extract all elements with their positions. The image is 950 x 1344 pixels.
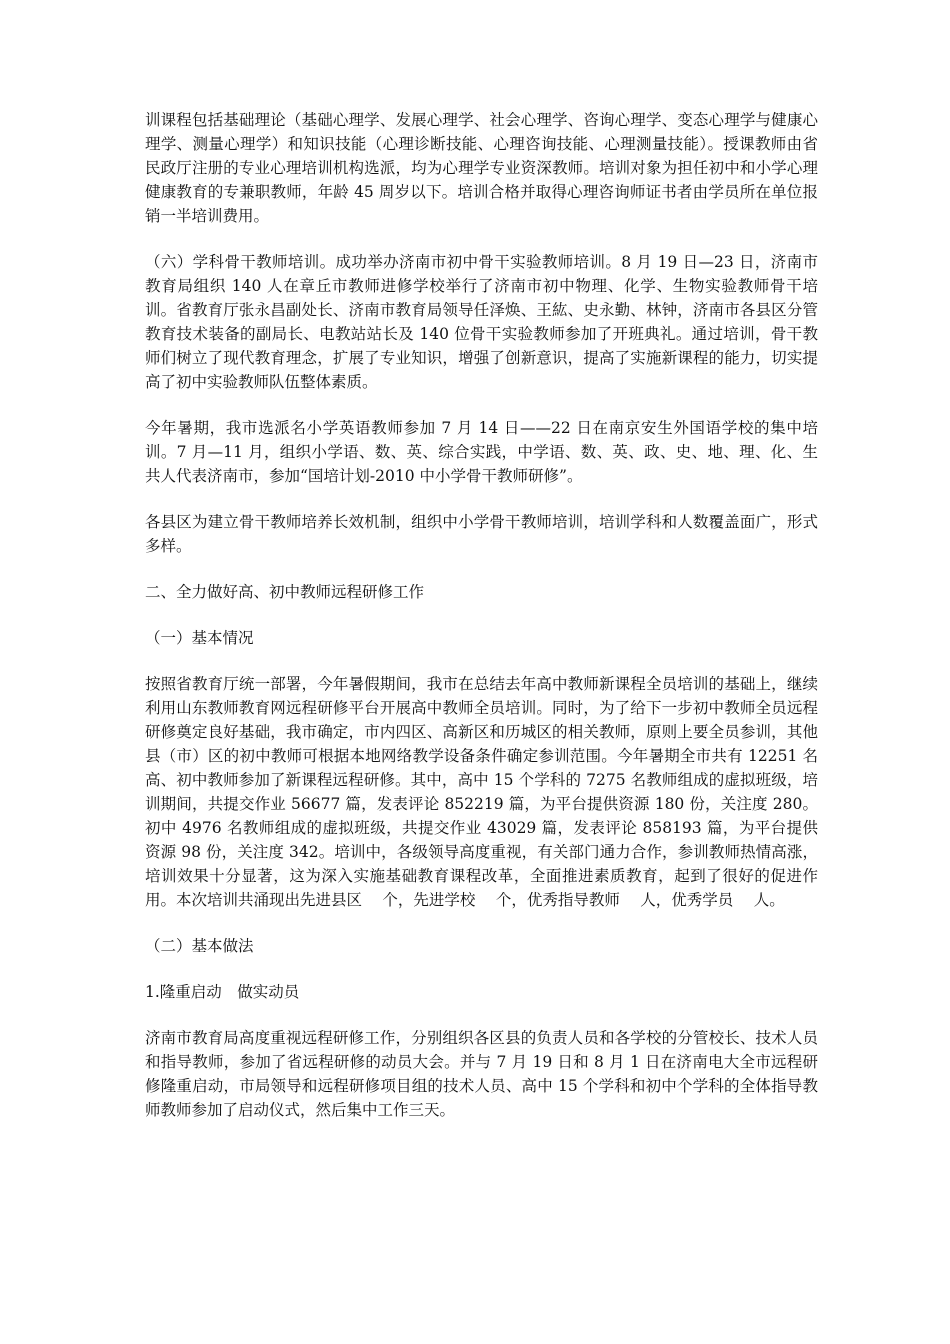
paragraph-backbone-teacher-training: （六）学科骨干教师培训。成功举办济南市初中骨干实验教师培训。8 月 19 日—23 日，济南市教育局组织 140 人在章丘市教师进修学校举行了济南市初中物理、化学、生物实验教师骨干培训。省教育厅张永昌副处长、济南市教育局领导任泽焕、王紘、史永勤、林钟，济南市各县区分管教育技术装备的副局长、电教站站长及 140 位骨干实验教师参加了开班典礼。通过培训，骨干教师们树立了现代教育理念，扩展了专业知识，增强了创新意识，提高了实施新课程的能力，切实提高了初中实验教师队伍整体素质。 <box>145 253 818 391</box>
subheading-basic-situation: （一）基本情况 <box>145 629 254 647</box>
paragraph-launch: 济南市教育局高度重视远程研修工作，分别组织各区县的负责人员和各学校的分管校长、技术人员和指导教师，参加了省远程研修的动员大会。并与 7 月 19 日和 8 月 1 日在济南电大全市远程研修隆重启动，市局领导和远程研修项目组的技术人员、高中 15 个学科和初中个学科的全体指导教师教师参加了启动仪式，然后集中工作三天。 <box>145 1029 818 1119</box>
subheading-launch: 1.隆重启动 做实动员 <box>145 983 300 1001</box>
paragraph-summer-english-training: 今年暑期，我市选派名小学英语教师参加 7 月 14 日——22 日在南京安生外国语学校的集中培训。7 月—11 月，组织小学语、数、英、综合实践，中学语、数、英、政、史、地、理、化、生共人代表济南市，参加“国培计划-2010 中小学骨干教师研修”。 <box>145 419 818 485</box>
section-heading-remote-study: 二、全力做好高、初中教师远程研修工作 <box>145 583 425 601</box>
paragraph-county-training: 各县区为建立骨干教师培养长效机制，组织中小学骨干教师培训，培训学科和人数覆盖面广，形式多样。 <box>145 513 818 555</box>
paragraph-basic-situation: 按照省教育厅统一部署，今年暑假期间，我市在总结去年高中教师新课程全员培训的基础上，继续利用山东教师教育网远程研修平台开展高中教师全员培训。同时，为了给下一步初中教师全员远程研修奠定良好基础，我市确定，市内四区、高新区和历城区的相关教师，原则上要全员参训，其他县（市）区的初中教师可根据本地网络教学设备条件确定参训范围。今年暑期全市共有 12251 名高、初中教师参加了新课程远程研修。其中，高中 15 个学科的 7275 名教师组成的虚拟班级，培训期间，共提交作业 56677 篇，发表评论 852219 篇，为平台提供资源 180 份，关注度 280。初中 4976 名教师组成的虚拟班级，共提交作业 43029 篇，发表评论 858193 篇，为平台提供资源 98 份，关注度 342。培训中，各级领导高度重视，有关部门通力合作，参训教师热情高涨，培训效果十分显著，这为深入实施基础教育课程改革，全面推进素质教育，起到了很好的促进作用。本次培训共涌现出先进县区 个，先进学校 个，优秀指导教师 人，优秀学员 人。 <box>145 675 818 909</box>
paragraph-psych-training: 训课程包括基础理论（基础心理学、发展心理学、社会心理学、咨询心理学、变态心理学与健康心理学、测量心理学）和知识技能（心理诊断技能、心理咨询技能、心理测量技能）。授课教师由省民政厅注册的专业心理培训机构选派，均为心理学专业资深教师。培训对象为担任初中和小学心理健康教育的专兼职教师，年龄 45 周岁以下。培训合格并取得心理咨询师证书者由学员所在单位报销一半培训费用。 <box>145 111 818 225</box>
subheading-basic-methods: （二）基本做法 <box>145 937 254 955</box>
